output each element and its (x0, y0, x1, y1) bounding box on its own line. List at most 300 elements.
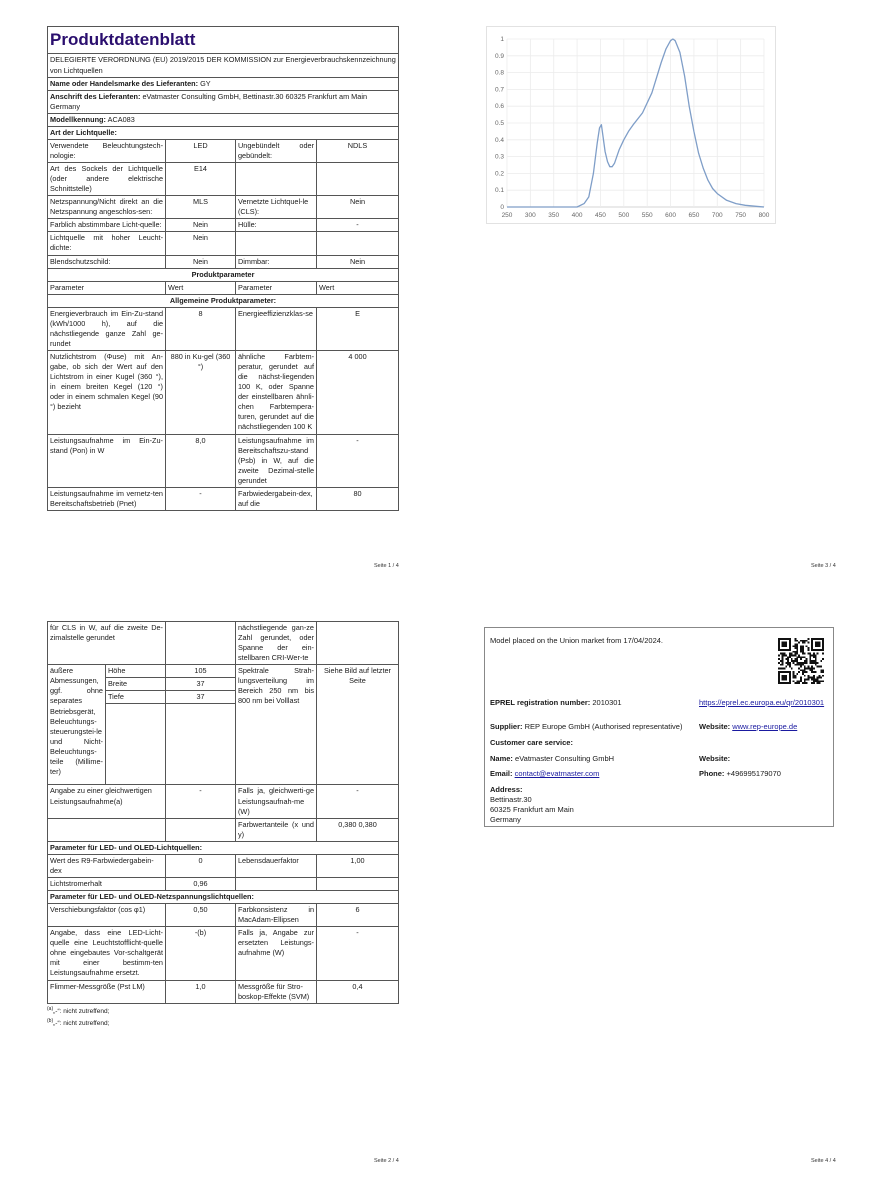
qr-module (811, 660, 813, 662)
y-tick-label: 0.6 (494, 103, 504, 111)
qr-module (802, 649, 804, 651)
qr-module (807, 666, 809, 668)
qr-module (802, 647, 804, 649)
qr-module (820, 666, 822, 668)
qr-module (820, 671, 822, 673)
qr-module (782, 664, 784, 666)
qr-module (804, 671, 806, 673)
qr-module (795, 653, 797, 655)
page-number: Seite 1 / 4 (374, 563, 399, 569)
qr-module (809, 653, 811, 655)
qr-module (782, 653, 784, 655)
qr-module (791, 655, 793, 657)
qr-module (800, 651, 802, 653)
qr-module (793, 645, 795, 647)
qr-module (807, 642, 809, 644)
qr-module (815, 655, 817, 657)
qr-module (796, 640, 798, 642)
qr-module (802, 645, 804, 647)
qr-module (784, 653, 786, 655)
general-row: Energieverbrauch im Ein-Zu-stand (kWh/1000 h), auf die nächstliegende ganze Zahl ge-rundet 8 Energieeffizienzklas-se E (48, 307, 399, 350)
type-row: Blendschutzschild: Nein Dimmbar: Nein (48, 255, 399, 268)
qr-module (804, 640, 806, 642)
y-tick-label: 0.2 (494, 170, 504, 178)
qr-module (782, 667, 784, 669)
qr-module (802, 664, 804, 666)
qr-module (795, 645, 797, 647)
page-number: Seite 2 / 4 (374, 1158, 399, 1164)
qr-module (807, 675, 809, 677)
customer-care-heading: Customer care service: (490, 738, 573, 747)
qr-module (811, 671, 813, 673)
qr-module (778, 662, 780, 664)
qr-module (789, 656, 791, 658)
qr-module (789, 666, 791, 668)
dimensions-row: äußere Abmessungen, ggf. ohne separates Betriebsgerät, Beleuchtungs-steuerungstei-le und Nicht-Beleuchtungs-teile (Millime-ter) Höhe 105 Spektrale Strah-lungsverteilung im Bereich 250 nm bis 800 nm bei Volllast Siehe Bild auf letzter Seite (48, 665, 399, 678)
qr-module (796, 664, 798, 666)
qr-module (782, 656, 784, 658)
qr-module (782, 655, 784, 657)
qr-module (806, 660, 808, 662)
qr-module (820, 680, 822, 682)
qr-module (789, 664, 791, 666)
qr-module (804, 680, 806, 682)
footnote-b: $^{(b)}$„-“: nicht zutreffend; (47, 1018, 110, 1028)
y-tick-label: 0.8 (494, 69, 504, 77)
qr-module (789, 653, 791, 655)
qr-module (806, 682, 808, 684)
qr-module (795, 651, 797, 653)
chromaticity-row: Farbwertanteile (x und y) 0,380 0,380 (48, 818, 399, 841)
qr-module (798, 662, 800, 664)
flicker-row: Flimmer-Messgröße (Pst LM) 1,0 Messgröße für Stro-boskop-Effekte (SVM) 0,4 (48, 980, 399, 1003)
qr-module (802, 673, 804, 675)
qr-module (804, 675, 806, 677)
x-tick-label: 600 (665, 212, 676, 219)
x-tick-label: 500 (618, 212, 630, 219)
qr-module (782, 660, 784, 662)
qr-module (780, 664, 782, 666)
general-row: Nutzlichtstrom (Φuse) mit An-gabe, ob sich der Wert auf den Lichtstrom in einer Kugel (360 °), in einem breiten Kegel (120 °) oder in einem schmalen Kegel (90 °) bezieht 880 in Ku-gel (360 °) ähnliche Farbtem-peratur, gerundet auf die nächst-liegenden 100 K, oder Spanne der einstellbaren ähnli-chen Farbtempera-turen, gerundet auf die nächstliegenden 100 K 4 000 (48, 351, 399, 435)
qr-module (800, 669, 802, 671)
r9-row: Wert des R9-Farbwiedergabein-dex 0 Lebensdauerfaktor 1,00 (48, 854, 399, 877)
qr-module (787, 664, 789, 666)
qr-module (815, 671, 817, 673)
qr-module (807, 647, 809, 649)
qr-module (811, 669, 813, 671)
qr-module (800, 664, 802, 666)
qr-module (822, 669, 824, 671)
qr-module (817, 680, 819, 682)
qr-module (811, 677, 813, 679)
supplier-row: Supplier: REP Europe GmbH (Authorised representative) (490, 722, 683, 731)
y-tick-label: 0.7 (494, 86, 504, 94)
equivalent-power-row: Angabe zu einer gleichwertigen Leistungsaufnahme(a) - Falls ja, gleichwerti-ge Leistungsaufnah-me (W) - (48, 785, 399, 818)
led-params-header: Parameter für LED- und OLED-Lichtquellen: (48, 841, 399, 854)
qr-module (822, 680, 824, 682)
qr-module (807, 667, 809, 669)
qr-module (807, 678, 809, 680)
qr-module (809, 660, 811, 662)
qr-module (787, 660, 789, 662)
qr-module (800, 649, 802, 651)
qr-code[interactable] (778, 638, 824, 684)
qr-module (795, 655, 797, 657)
qr-module (811, 662, 813, 664)
qr-module (796, 653, 798, 655)
qr-module (780, 660, 782, 662)
x-tick-label: 300 (524, 212, 536, 219)
x-tick-label: 400 (571, 212, 583, 219)
eprel-link[interactable]: https://eprel.ec.europa.eu/qr/2010301 (699, 698, 825, 707)
qr-module (802, 653, 804, 655)
qr-module (800, 678, 802, 680)
qr-module (795, 664, 797, 666)
qr-module (807, 677, 809, 679)
qr-module (793, 671, 795, 673)
qr-module (804, 669, 806, 671)
qr-module (798, 655, 800, 657)
qr-module (796, 680, 798, 682)
regulation-text: DELEGIERTE VERORDNUNG (EU) 2019/2015 DER KOMMISSION zur Energieverbrauchskennzeichnung von Lichtquellen (48, 54, 399, 77)
qr-module (815, 658, 817, 660)
qr-module (817, 678, 819, 680)
qr-module (822, 658, 824, 660)
qr-module (806, 671, 808, 673)
qr-module (811, 666, 813, 668)
type-row: Lichtquelle mit hoher Leucht-dichte: Nein (48, 232, 399, 255)
qr-module (795, 658, 797, 660)
qr-module (804, 667, 806, 669)
qr-module (802, 656, 804, 658)
qr-module (818, 677, 820, 679)
qr-module (811, 667, 813, 669)
qr-module (778, 655, 780, 657)
qr-module (804, 678, 806, 680)
y-tick-label: 0.3 (494, 153, 504, 161)
qr-module (791, 653, 793, 655)
qr-module (778, 658, 780, 660)
qr-module (818, 682, 820, 684)
qr-module (795, 682, 797, 684)
eprel-registration: EPREL registration number: 2010301 (490, 698, 622, 707)
qr-module (789, 655, 791, 657)
spectral-distribution-chart (487, 27, 775, 223)
qr-module (813, 656, 815, 658)
qr-module (796, 658, 798, 660)
qr-module (800, 640, 802, 642)
qr-module (815, 662, 817, 664)
qr-module (817, 653, 819, 655)
lumen-maintenance-row: Lichtstromerhalt 0,96 (48, 877, 399, 890)
qr-module (806, 678, 808, 680)
qr-module (796, 651, 798, 653)
qr-module (791, 667, 793, 669)
qr-module (780, 653, 782, 655)
qr-module (784, 655, 786, 657)
qr-module (822, 671, 824, 673)
type-row: Verwendete Beleuchtungstech-nologie: LED Ungebündelt oder gebündelt: NDLS (48, 139, 399, 162)
qr-module (800, 647, 802, 649)
general-params-header: Allgemeine Produktparameter: (48, 294, 399, 307)
qr-module (802, 651, 804, 653)
qr-module (798, 664, 800, 666)
qr-module (817, 682, 819, 684)
qr-module (815, 656, 817, 658)
qr-module (802, 669, 804, 671)
qr-module (789, 662, 791, 664)
qr-module (795, 638, 797, 640)
y-tick-label: 0 (500, 204, 504, 211)
page-1-datasheet (47, 26, 400, 559)
qr-module (796, 656, 798, 658)
page-2-datasheet (47, 621, 400, 1028)
qr-module (804, 666, 806, 668)
qr-module (800, 680, 802, 682)
light-source-type-header: Art der Lichtquelle: (48, 126, 399, 139)
qr-module (791, 660, 793, 662)
qr-module (820, 669, 822, 671)
supplier-address-row: Anschrift des Lieferanten: eVatmaster Consulting GmbH, Bettinastr.30 60325 Frankfurt am Main Germany (48, 90, 399, 113)
datasheet-table-2 (47, 621, 399, 1004)
y-tick-label: 0.1 (494, 187, 504, 195)
qr-module (793, 651, 795, 653)
qr-module (813, 682, 815, 684)
market-placement-text: Model placed on the Union market from 17/04/2024. (490, 636, 664, 645)
qr-module (795, 677, 797, 679)
qr-finder (782, 675, 788, 681)
qr-module (802, 671, 804, 673)
qr-module (815, 664, 817, 666)
x-tick-label: 350 (548, 212, 560, 219)
qr-module (813, 675, 815, 677)
model-id-row: Modellkennung: ACA083 (48, 113, 399, 126)
qr-module (802, 662, 804, 664)
qr-module (800, 662, 802, 664)
qr-module (793, 660, 795, 662)
mains-params-header: Parameter für LED- und OLED-Netzspannungslichtquellen: (48, 891, 399, 904)
qr-module (785, 662, 787, 664)
qr-module (807, 653, 809, 655)
customer-care-email: Email: contact@evatmaster.com (490, 769, 600, 778)
type-row: Art des Sockels der Lichtquelle (oder andere elektrische Schnittstelle) E14 (48, 163, 399, 196)
qr-module (782, 662, 784, 664)
qr-module (793, 662, 795, 664)
qr-module (815, 660, 817, 662)
qr-module (796, 649, 798, 651)
qr-module (802, 640, 804, 642)
qr-module (785, 666, 787, 668)
qr-module (815, 680, 817, 682)
qr-module (795, 640, 797, 642)
customer-care-website: Website: (699, 754, 731, 763)
qr-module (806, 658, 808, 660)
continued-row: für CLS in W, auf die zweite De-zimalstelle gerundet nächstliegende gan-ze Zahl gerundet, oder Spanne der ein-stellbaren CRI-Wer-te (48, 622, 399, 665)
qr-module (809, 669, 811, 671)
footnotes (47, 1005, 400, 1030)
qr-module (818, 675, 820, 677)
qr-module (822, 653, 824, 655)
customer-care-address: Address: Bettinastr.30 60325 Frankfurt am Main Germany (490, 785, 574, 825)
email-link[interactable]: contact@evatmaster.com (514, 769, 600, 778)
qr-module (813, 662, 815, 664)
x-tick-label: 450 (595, 212, 606, 219)
qr-module (818, 666, 820, 668)
datasheet-table-1 (47, 26, 399, 511)
qr-module (778, 667, 780, 669)
customer-care-phone: Phone: +496995179070 (699, 769, 781, 778)
x-tick-label: 650 (688, 212, 700, 219)
qr-module (809, 667, 811, 669)
qr-module (796, 644, 798, 646)
supplier-brand-row: Name oder Handelsmarke des Lieferanten: GY (48, 77, 399, 90)
qr-module (780, 667, 782, 669)
qr-module (802, 682, 804, 684)
qr-module (787, 662, 789, 664)
qr-module (793, 673, 795, 675)
qr-module (804, 653, 806, 655)
x-tick-label: 750 (735, 212, 747, 219)
qr-module (811, 678, 813, 680)
y-tick-label: 0.5 (494, 120, 504, 127)
qr-module (813, 655, 815, 657)
x-tick-label: 550 (641, 212, 653, 219)
qr-module (813, 680, 815, 682)
qr-module (820, 660, 822, 662)
qr-module (820, 677, 822, 679)
qr-module (796, 647, 798, 649)
replacement-row: Angabe, dass eine LED-Licht-quelle eine Leuchtstofflicht-quelle ohne eingebautes Vor-schaltgerät mit einer bestimm-ten Leistungsaufnahme ersetzt. -(b) Falls ja, Angabe zur ersetzten Leistungs-aufnahme (W) - (48, 927, 399, 980)
qr-module (807, 649, 809, 651)
type-row: Farblich abstimmbare Licht-quelle: Nein Hülle: - (48, 219, 399, 232)
qr-module (796, 682, 798, 684)
y-tick-label: 0.4 (494, 136, 504, 144)
qr-module (809, 677, 811, 679)
qr-module (809, 662, 811, 664)
qr-module (795, 644, 797, 646)
qr-module (815, 678, 817, 680)
qr-module (818, 680, 820, 682)
spectral-label: Spektrale Strah-lungsverteilung im Bereich 250 nm bis 800 nm bei Volllast (236, 665, 317, 785)
qr-module (806, 645, 808, 647)
dimensions-label: äußere Abmessungen, ggf. ohne separates Betriebsgerät, Beleuchtungs-steuerungstei-le und Nicht-Beleuchtungs-teile (Millime-ter) (48, 665, 106, 785)
page-number: Seite 3 / 4 (811, 563, 836, 569)
qr-module (795, 660, 797, 662)
x-tick-label: 800 (758, 212, 770, 219)
qr-module (787, 656, 789, 658)
page-number: Seite 4 / 4 (811, 1158, 836, 1164)
qr-module (813, 667, 815, 669)
qr-module (813, 660, 815, 662)
qr-module (800, 677, 802, 679)
qr-module (804, 662, 806, 664)
general-row: Leistungsaufnahme im Ein-Zu-stand (Pon) in W 8,0 Leistungsaufnahme im Bereitschaftszu-stand (Psb) in W, auf die zweite Dezimal-stelle gerundet - (48, 434, 399, 487)
y-tick-label: 1 (500, 36, 504, 43)
qr-module (791, 658, 793, 660)
qr-module (809, 658, 811, 660)
qr-module (796, 660, 798, 662)
qr-module (798, 682, 800, 684)
qr-module (785, 658, 787, 660)
qr-module (806, 640, 808, 642)
qr-module (798, 680, 800, 682)
dimensions-row: Tiefe 37 (48, 691, 399, 704)
qr-module (795, 675, 797, 677)
dimensions-row: Breite 37 (48, 678, 399, 691)
qr-module (785, 655, 787, 657)
qr-module (793, 655, 795, 657)
footnote-a: $^{(a)}$„-“: nicht zutreffend; (47, 1005, 110, 1015)
qr-module (804, 660, 806, 662)
qr-module (795, 647, 797, 649)
qr-module (800, 656, 802, 658)
qr-module (806, 667, 808, 669)
qr-module (798, 656, 800, 658)
qr-module (804, 642, 806, 644)
qr-module (813, 653, 815, 655)
spectral-chart-panel (486, 26, 776, 224)
qr-module (796, 673, 798, 675)
qr-module (800, 666, 802, 668)
x-tick-label: 250 (501, 212, 513, 219)
qr-module (796, 662, 798, 664)
qr-module (798, 667, 800, 669)
qr-module (800, 645, 802, 647)
qr-module (784, 667, 786, 669)
qr-module (809, 656, 811, 658)
qr-module (807, 638, 809, 640)
qr-finder (782, 642, 788, 648)
qr-module (796, 645, 798, 647)
qr-module (817, 662, 819, 664)
displacement-row: Verschiebungsfaktor (cos φ1) 0,50 Farbkonsistenz in MacAdam-Ellipsen 6 (48, 904, 399, 927)
qr-module (813, 678, 815, 680)
general-row: Leistungsaufnahme im vernetz-ten Bereitschaftsbetrieb (Pnet) - Farbwiedergabein-dex, auf die 80 (48, 487, 399, 510)
qr-module (806, 662, 808, 664)
customer-care-name: Name: eVatmaster Consulting GmbH (490, 754, 615, 763)
y-tick-label: 0.9 (494, 52, 504, 60)
qr-module (811, 682, 813, 684)
qr-module (793, 680, 795, 682)
qr-module (793, 675, 795, 677)
qr-module (804, 656, 806, 658)
page-title: Produktdatenblatt (48, 27, 399, 54)
supplier-website-link[interactable]: www.rep-europe.de (732, 722, 798, 731)
qr-module (804, 682, 806, 684)
qr-module (809, 655, 811, 657)
qr-module (813, 677, 815, 679)
qr-module (800, 658, 802, 660)
qr-module (817, 677, 819, 679)
qr-module (798, 671, 800, 673)
qr-module (813, 671, 815, 673)
type-row: Netzspannung/Nicht direkt an die Netzspannung angeschlos-sen: MLS Vernetzte Lichtquel-le (CLS): Nein (48, 196, 399, 219)
qr-module (793, 677, 795, 679)
qr-module (822, 675, 824, 677)
qr-module (798, 642, 800, 644)
column-header-row: Parameter Wert Parameter Wert (48, 281, 399, 294)
x-tick-label: 700 (711, 212, 723, 219)
qr-module (782, 658, 784, 660)
qr-module (787, 658, 789, 660)
product-params-header: Produktparameter (48, 268, 399, 281)
eprel-info-box (484, 627, 834, 827)
qr-module (802, 642, 804, 644)
qr-module (817, 666, 819, 668)
qr-finder (815, 642, 821, 648)
qr-module (811, 655, 813, 657)
supplier-website-row: Website: www.rep-europe.de (699, 722, 798, 731)
